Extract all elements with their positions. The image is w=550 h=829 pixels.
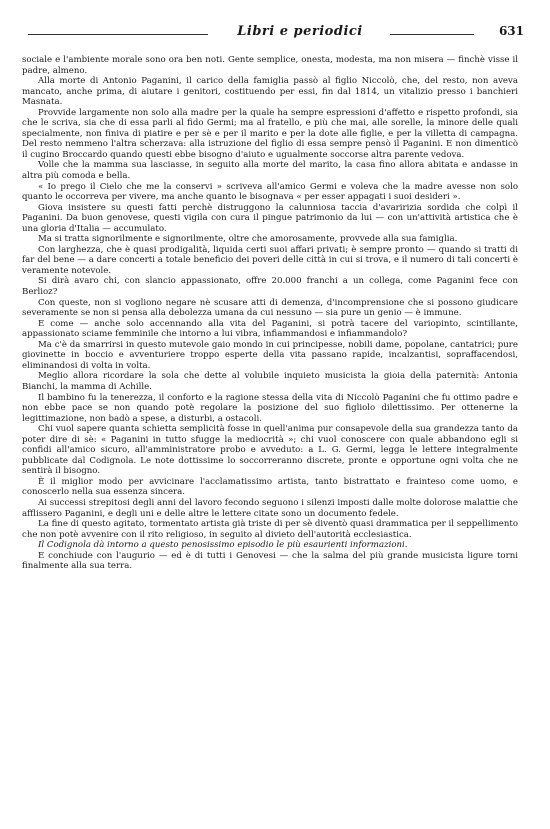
page-number: 631 bbox=[498, 24, 524, 38]
paragraph: Con queste, non si vogliono negare nè scusare atti di demenza, d'incomprensione che si possono giudicare severamente se non si pensa alla debolezza umana da cui nessuno — sia pure un genio — è immune. bbox=[22, 297, 518, 319]
paragraph: Provvide largamente non solo alla madre per la quale ha sempre espressioni d'affetto e rispetto profondi, sia che le scriva, sia che di essa parli al fido Germi; ma al fratello, e più che mai, alle sorelle, la minore delle quali specialmente, non finiva di piatire e per sè e per il marito e per la dote alle figlie, e per la villetta di campagna. Del resto nemmeno l'altra scherzava: alla istruzione del figlio di essa sempre pensò il Paganini. E non dimenticò il cugino Broccardo quando questi ebbe bisogno d'aiuto e ugualmente soccorse altra parente vedova. bbox=[22, 107, 518, 160]
paragraph: « Io prego il Cielo che me la conservi » scriveva all'amico Germi e voleva che la madre avesse non solo quanto le occorreva per vivere, ma anche quanto le bisognava « per esser appagati i suoi desideri ». bbox=[22, 181, 518, 203]
paragraph: Ai successi strepitosi degli anni del lavoro fecondo seguono i silenzi imposti dalle molte dolorose malattie che afflissero Paganini, e degli uni e delle altre le lettere citate sono un documento fedele. bbox=[22, 497, 518, 519]
paragraph: Volle che la mamma sua lasciasse, in seguito alla morte del marito, la casa fino allora abitata e andasse in altra più comoda e bella. bbox=[22, 160, 518, 182]
paragraph: Si dirà avaro chi, con slancio appassionato, offre 20.000 franchi a un collega, come Paganini fece con Berlioz? bbox=[22, 276, 518, 298]
header-rule-left bbox=[28, 34, 208, 35]
paragraph: E conchiude con l'augurio — ed è di tutti i Genovesi — che la salma del più grande musicista ligure torni finalmente alla sua terra. bbox=[22, 550, 518, 572]
paragraph: sociale e l'ambiente morale sono ora ben noti. Gente semplice, onesta, modesta, ma non misera — finchè visse il padre, almeno. bbox=[22, 55, 518, 76]
paragraph: Il bambino fu la tenerezza, il conforto e la ragione stessa della vita di Niccolò Paganini che fu ottimo padre e non ebbe pace se non quando potè regolare la posizione del suo figliolo dilettissimo. Per ottenerne la legittimazione, non badò a spese, a disturbi, a ostacoli. bbox=[22, 392, 518, 424]
page-header bbox=[22, 24, 522, 42]
paragraph: È il miglior modo per avvicinare l'acclamatissimo artista, tanto bistrattato e frainteso come uomo, e conoscerlo nella sua essenza sincera. bbox=[22, 476, 518, 498]
running-title: Libri e periodici bbox=[237, 24, 363, 39]
paragraph: Meglio allora ricordare la sola che dette al volubile inquieto musicista la gioia della paternità: Antonia Bianchi, la mamma di Achille. bbox=[22, 371, 518, 392]
paragraph: Giova insistere su questi fatti perchè distruggono la calunniosa taccia d'avaririzia sordida che colpì il Paganini. Da buon genovese, questi vigila con cura il pingue patrimonio da lui — con un'attività artistica che è una gloria d'Italia — accumulato. bbox=[22, 202, 518, 234]
paragraph: Alla morte di Antonio Paganini, il carico della famiglia passò al figlio Niccolò, che, del resto, non aveva mancato, anche prima, di aiutare i genitori, costituendo per essi, fin dal 1814, un vitalizio presso i banchieri Masnata. bbox=[22, 76, 518, 108]
paragraph: Ma si tratta signorilmente e signorilmente, oltre che amorosamente, provvede alla sua famiglia. bbox=[38, 234, 458, 245]
paragraph: Chi vuol sapere quanta schietta semplicità fosse in quell'anima pur consapevole della sua grandezza tanto da poter dire di sè: « Paganini in tutto sfugge la mediocrità »; chi vuol conoscere con quale abbandono egli si confidi all'amico sicuro, all'amministratore probo e avveduto: a L. G. Germi, legga le lettere integralmente pubblicate dal Codignola. Le note dottissime lo soccorreranno discrete, pronte e opportune ogni volta che ne sentirà il bisogno. bbox=[22, 424, 518, 477]
paragraph: E come — anche solo accennando alla vita del Paganini, si potrà tacere del variopinto, scintillante, appassionato sciame femminile che intorno a lui vibra, infiammandosi e infiammandolo? bbox=[22, 318, 518, 340]
paragraph: Ma c'è da smarrirsi in questo mutevole gaio mondo in cui principesse, nobili dame, popolane, cantatrici; pure giovinette in boccio e avventuriere troppo esperte della vita passano rapide, incalzantisi, sopraffacendosi, eliminandosi di volta in volta. bbox=[22, 339, 518, 371]
header-rule-right bbox=[390, 34, 474, 35]
paragraph: La fine di questo agitato, tormentato artista già triste di per sè diventò quasi drammatica per il seppellimento che non potè avvenire con il rito religioso, in seguito al divieto dell'autorità ecclesiastica. bbox=[22, 519, 518, 540]
paragraph: Con larghezza, che è quasi prodigalità, liquida certi suoi affari privati; è sempre pronto — quando si tratti di far del bene — a dare concerti a totale beneficio dei poveri delle città in cui si trova, e il numero di tali concerti è veramente notevole. bbox=[22, 244, 518, 276]
article-body bbox=[22, 55, 518, 572]
paragraph: Il Codignola dà intorno a questo penosissimo episodio le più esaurienti informazioni. bbox=[38, 540, 408, 551]
